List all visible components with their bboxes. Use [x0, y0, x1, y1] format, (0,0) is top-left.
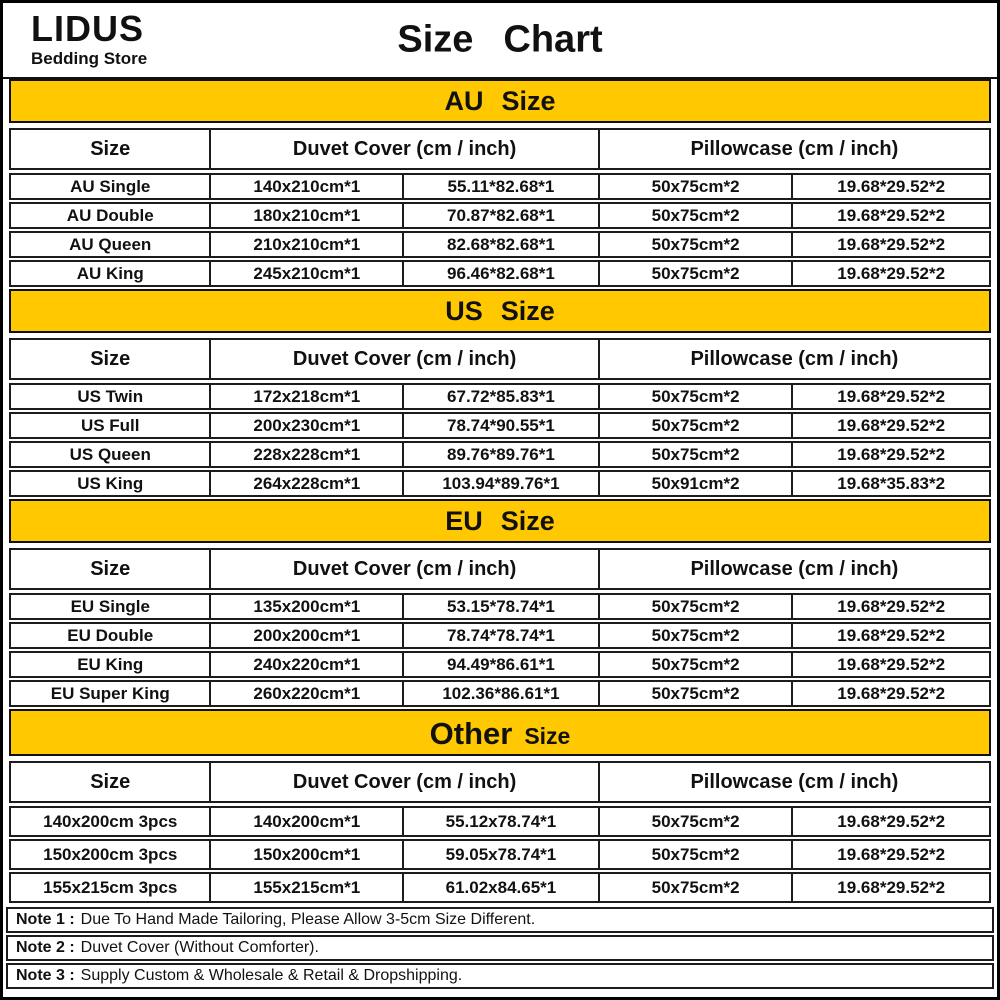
table-header-row — [9, 761, 991, 803]
value-cell: 61.02x84.65*1 — [404, 874, 600, 901]
value-cell: 19.68*29.52*2 — [837, 263, 946, 283]
size-sections — [3, 79, 997, 903]
column-header-pillowcase: Pillowcase (cm / inch) — [690, 770, 899, 793]
value-cell: 78.74*90.55*1 — [404, 414, 600, 437]
value-cell: 50x75cm*2 — [600, 682, 794, 705]
value-cell: 53.15*78.74*1 — [404, 595, 600, 618]
table-row — [9, 593, 991, 620]
banner-us — [9, 289, 991, 333]
column-header-pillowcase: Pillowcase (cm / inch) — [690, 557, 899, 580]
value-cell: 50x75cm*2 — [600, 841, 794, 868]
note-label: Note 3 : — [16, 967, 75, 984]
row-size-label: 150x200cm 3pcs — [11, 841, 211, 868]
value-cell: 172x218cm*1 — [211, 385, 404, 408]
value-cell: 19.68*29.52*2 — [837, 877, 946, 897]
value-cell: 55.12x78.74*1 — [404, 808, 600, 835]
banner-suffix: Size — [501, 86, 556, 116]
row-size-label: EU Single — [11, 595, 211, 618]
size-table-other — [9, 761, 991, 903]
value-cell: 245x210cm*1 — [211, 262, 404, 285]
section-eu — [9, 499, 991, 707]
value-cell: 89.76*89.76*1 — [404, 443, 600, 466]
value-cell: 150x200cm*1 — [211, 841, 404, 868]
column-header-duvet-cover: Duvet Cover (cm / inch) — [211, 550, 599, 588]
value-cell: 50x75cm*2 — [600, 175, 794, 198]
banner-prefix: US — [445, 296, 483, 326]
size-table-us — [9, 338, 991, 497]
value-cell: 103.94*89.76*1 — [404, 472, 600, 495]
banner-prefix: Other — [429, 716, 513, 751]
value-cell: 180x210cm*1 — [211, 204, 404, 227]
value-cell: 240x220cm*1 — [211, 653, 404, 676]
row-size-label: 155x215cm 3pcs — [11, 874, 211, 901]
value-cell: 19.68*29.52*2 — [837, 683, 946, 703]
section-au — [9, 79, 991, 287]
value-cell: 102.36*86.61*1 — [404, 682, 600, 705]
value-cell: 19.68*29.52*2 — [837, 415, 946, 435]
banner-other — [9, 709, 991, 756]
row-size-label: AU Queen — [11, 233, 211, 256]
column-header-size: Size — [11, 550, 211, 588]
table-header-row — [9, 548, 991, 590]
value-cell: 19.68*29.52*2 — [837, 176, 946, 196]
row-size-label: US Queen — [11, 443, 211, 466]
value-cell: 50x91cm*2 — [600, 472, 794, 495]
row-size-label: AU Single — [11, 175, 211, 198]
table-row — [9, 412, 991, 439]
value-cell: 210x210cm*1 — [211, 233, 404, 256]
value-cell: 19.68*29.52*2 — [837, 205, 946, 225]
value-cell: 78.74*78.74*1 — [404, 624, 600, 647]
page-header — [3, 3, 997, 79]
value-cell: 19.68*29.52*2 — [837, 234, 946, 254]
banner-prefix: EU — [445, 506, 483, 536]
value-cell: 19.68*29.52*2 — [837, 625, 946, 645]
value-cell: 67.72*85.83*1 — [404, 385, 600, 408]
size-table-au — [9, 128, 991, 287]
table-row — [9, 806, 991, 837]
table-row — [9, 622, 991, 649]
value-cell: 19.68*29.52*2 — [837, 386, 946, 406]
row-size-label: US Full — [11, 414, 211, 437]
value-cell: 140x210cm*1 — [211, 175, 404, 198]
value-cell: 155x215cm*1 — [211, 874, 404, 901]
value-cell: 19.68*35.83*2 — [837, 473, 946, 493]
value-cell: 200x230cm*1 — [211, 414, 404, 437]
value-cell: 70.87*82.68*1 — [404, 204, 600, 227]
value-cell: 50x75cm*2 — [600, 204, 794, 227]
value-cell: 19.68*29.52*2 — [837, 596, 946, 616]
banner-eu — [9, 499, 991, 543]
value-cell: 82.68*82.68*1 — [404, 233, 600, 256]
note-row — [6, 963, 994, 989]
column-header-size: Size — [11, 763, 211, 801]
value-cell: 50x75cm*2 — [600, 443, 794, 466]
size-table-eu — [9, 548, 991, 707]
page-title — [397, 19, 602, 62]
page-title-word2: Chart — [503, 18, 603, 61]
note-text: Duvet Cover (Without Comforter). — [80, 939, 319, 956]
row-size-label: US Twin — [11, 385, 211, 408]
value-cell: 19.68*29.52*2 — [837, 654, 946, 674]
row-size-label: US King — [11, 472, 211, 495]
row-size-label: AU Double — [11, 204, 211, 227]
brand-name: LIDUS — [31, 8, 144, 49]
banner-au — [9, 79, 991, 123]
note-label: Note 1 : — [16, 911, 75, 928]
value-cell: 228x228cm*1 — [211, 443, 404, 466]
value-cell: 264x228cm*1 — [211, 472, 404, 495]
notes-block — [6, 907, 994, 989]
value-cell: 94.49*86.61*1 — [404, 653, 600, 676]
table-header-row — [9, 128, 991, 170]
value-cell: 59.05x78.74*1 — [404, 841, 600, 868]
value-cell: 50x75cm*2 — [600, 262, 794, 285]
table-row — [9, 260, 991, 287]
value-cell: 50x75cm*2 — [600, 595, 794, 618]
banner-suffix: Size — [500, 506, 555, 536]
value-cell: 19.68*29.52*2 — [837, 444, 946, 464]
row-size-label: 140x200cm 3pcs — [11, 808, 211, 835]
value-cell: 140x200cm*1 — [211, 808, 404, 835]
banner-suffix: Size — [500, 296, 555, 326]
section-other — [9, 709, 991, 903]
table-row — [9, 173, 991, 200]
table-row — [9, 872, 991, 903]
brand-tagline: Bedding Store — [31, 49, 148, 68]
section-us — [9, 289, 991, 497]
note-row — [6, 935, 994, 961]
note-row — [6, 907, 994, 933]
table-row — [9, 383, 991, 410]
table-row — [9, 680, 991, 707]
banner-prefix: AU — [444, 86, 484, 116]
note-label: Note 2 : — [16, 939, 75, 956]
row-size-label: AU King — [11, 262, 211, 285]
value-cell: 19.68*29.52*2 — [837, 844, 946, 864]
table-row — [9, 470, 991, 497]
value-cell: 50x75cm*2 — [600, 808, 794, 835]
value-cell: 135x200cm*1 — [211, 595, 404, 618]
table-row — [9, 231, 991, 258]
column-header-size: Size — [11, 130, 211, 168]
column-header-duvet-cover: Duvet Cover (cm / inch) — [211, 340, 599, 378]
value-cell: 50x75cm*2 — [600, 874, 794, 901]
value-cell: 50x75cm*2 — [600, 414, 794, 437]
column-header-duvet-cover: Duvet Cover (cm / inch) — [211, 763, 599, 801]
note-text: Supply Custom & Wholesale & Retail & Dropshipping. — [80, 967, 463, 984]
value-cell: 50x75cm*2 — [600, 624, 794, 647]
banner-suffix: Size — [524, 723, 571, 749]
table-row — [9, 202, 991, 229]
value-cell: 19.68*29.52*2 — [837, 811, 946, 831]
table-row — [9, 839, 991, 870]
value-cell: 260x220cm*1 — [211, 682, 404, 705]
row-size-label: EU Double — [11, 624, 211, 647]
brand-logo — [31, 8, 148, 68]
page-title-word1: Size — [397, 18, 474, 61]
value-cell: 96.46*82.68*1 — [404, 262, 600, 285]
column-header-pillowcase: Pillowcase (cm / inch) — [690, 347, 899, 370]
value-cell: 50x75cm*2 — [600, 233, 794, 256]
note-text: Due To Hand Made Tailoring, Please Allow 3-5cm Size Different. — [80, 911, 536, 928]
table-header-row — [9, 338, 991, 380]
column-header-duvet-cover: Duvet Cover (cm / inch) — [211, 130, 599, 168]
row-size-label: EU King — [11, 653, 211, 676]
value-cell: 50x75cm*2 — [600, 653, 794, 676]
value-cell: 55.11*82.68*1 — [404, 175, 600, 198]
value-cell: 200x200cm*1 — [211, 624, 404, 647]
column-header-pillowcase: Pillowcase (cm / inch) — [690, 137, 899, 160]
table-row — [9, 441, 991, 468]
row-size-label: EU Super King — [11, 682, 211, 705]
column-header-size: Size — [11, 340, 211, 378]
table-row — [9, 651, 991, 678]
value-cell: 50x75cm*2 — [600, 385, 794, 408]
